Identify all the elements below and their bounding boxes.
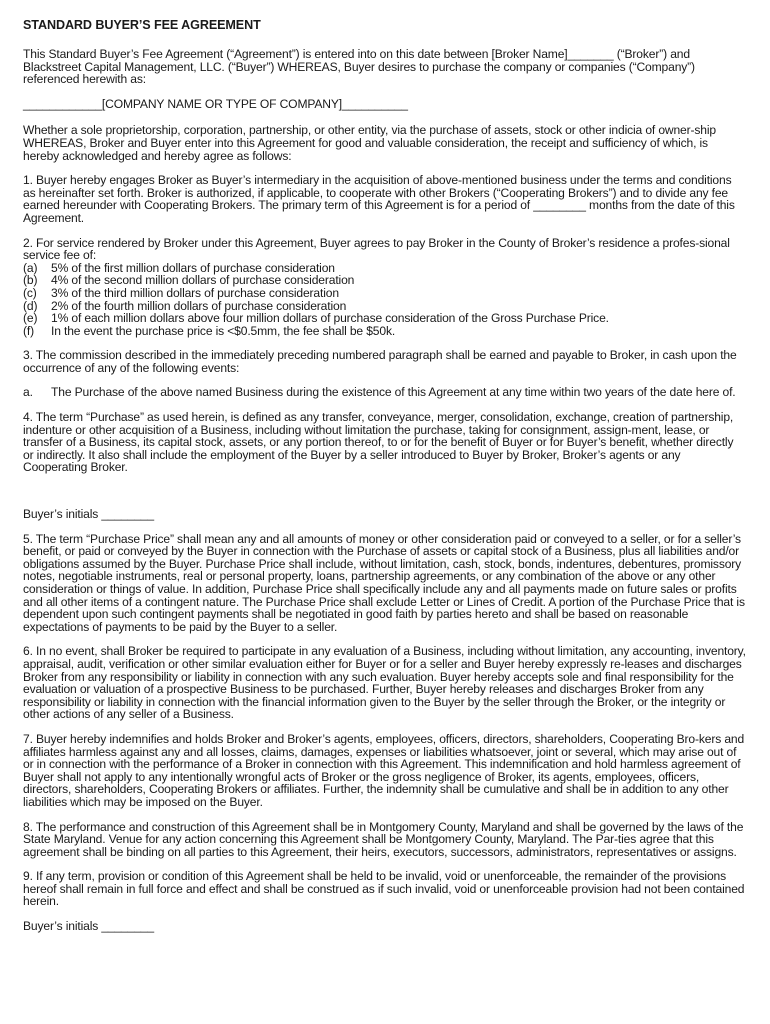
document-title: STANDARD BUYER’S FEE AGREEMENT xyxy=(23,18,261,32)
fee-item-mark: (b) xyxy=(23,273,38,288)
company-name-blank: ____________[COMPANY NAME OR TYPE OF COMPANY]__________ xyxy=(23,96,408,111)
fee-schedule-item xyxy=(23,287,747,300)
fee-item-text: 1% of each million dollars above four million dollars of purchase consideration of the Gross Purchase Price. xyxy=(51,311,609,326)
fee-schedule-list xyxy=(23,262,747,338)
section-5-paragraph: 5. The term “Purchase Price” shall mean any and all amounts of money or other consideration paid or conveyed to a seller, or for a seller’s benefit, or paid or conveyed by the Buyer in connection with the Purchase of assets or capital stock of a Business, plus all liabilities and/or obligations assumed by the Buyer. Purchase Price shall include, without limitation, cash, stock, bonds, indentures, debentures, promissory notes, negotiable instruments, real or personal property, loans, partnership agreements, or any combination of the above or any other consideration or things of value. In addition, Purchase Price shall specifically include any and all payments made on future sales or profits and all other items of a contingent nature. The Purchase Price shall exclude Letter or Lines of Credit. A portion of the Purchase Price that is dependent upon such contingent payments shall be negotiated in good faith by parties hereto and shall be based on reasonable expectations of payments to be paid by the Buyer to a seller. xyxy=(23,531,745,634)
section-3a-text: The Purchase of the above named Business during the existence of this Agreement at any time within two years of the date here of. xyxy=(51,385,736,400)
fee-item-mark: (a) xyxy=(23,260,38,275)
fee-item-text: 2% of the fourth million dollars of purchase consideration xyxy=(51,298,347,313)
fee-item-mark: (f) xyxy=(23,323,34,338)
fee-item-mark: (e) xyxy=(23,311,38,326)
section-3-paragraph: 3. The commission described in the immediately preceding numbered paragraph shall be earned and payable to Broker, in cash upon the occurrence of any of the following events: xyxy=(23,348,737,375)
fee-schedule xyxy=(23,262,747,338)
fee-schedule-item xyxy=(23,312,747,325)
whereas-paragraph: Whether a sole proprietorship, corporation, partnership, or other entity, via the purchase of assets, stock or other indicia of owner-ship WHEREAS, Broker and Buyer enter into this Agreement for good and valuable consideration, the receipt and sufficiency of which, is hereby acknowledged and hereby agree as follows: xyxy=(23,123,716,163)
fee-item-text: 3% of the third million dollars of purchase consideration xyxy=(51,285,339,300)
fee-item-text: 4% of the second million dollars of purchase consideration xyxy=(51,273,355,288)
section-7-paragraph: 7. Buyer hereby indemnifies and holds Broker and Broker’s agents, employees, officers, directors, shareholders, Cooperating Bro-kers and affiliates harmless against any and all losses, claims, damages, expenses or liabilities whatsoever, joint or several, which may arise out of or in connection with the performance of a Broker in connection with this Agreement. This indemnification and hold harmless agreement of Buyer shall not apply to any intentionally wrongful acts of Broker or the gross negligence of Broker, its agents, employees, officers, directors, shareholders, Cooperating Brokers or affiliates. Further, the indemnity shall be cumulative and shall be in addition to any other liabilities which may be imposed on the Buyer. xyxy=(23,731,745,809)
fee-schedule-item xyxy=(23,325,747,338)
section-1-paragraph: 1. Buyer hereby engages Broker as Buyer’s intermediary in the acquisition of above-mentioned business under the terms and conditions as hereinafter set forth. Broker is authorized, if applicable, to cooperate with other Brokers (“Cooperating Brokers”) and to divide any fee earned hereunder with Cooperating Brokers. The primary term of this Agreement is for a period of ________ months from the date of this Agreement. xyxy=(23,173,735,225)
section-3a-paragraph xyxy=(23,386,747,399)
intro-paragraph: This Standard Buyer’s Fee Agreement (“Agreement”) is entered into on this date between [Broker Name]_______ (“Broker”) and Blackstreet Capital Management, LLC. (“Buyer”) WHEREAS, Buyer desires to purchase the company or companies (“Company”) referenced herewith as: xyxy=(23,47,695,87)
section-2-paragraph: 2. For service rendered by Broker under this Agreement, Buyer agrees to pay Broker in the County of Broker’s residence a profes-sional service fee of: xyxy=(23,235,730,263)
fee-item-mark: (d) xyxy=(23,298,38,313)
fee-item-text: 5% of the first million dollars of purchase consideration xyxy=(51,260,335,275)
section-4-paragraph: 4. The term “Purchase” as used herein, is defined as any transfer, conveyance, merger, consolidation, exchange, creation of partnership, indenture or other acquisition of a Business, including without limitation the purchase, taking for consignment, assign-ment, lease, or transfer of a Business, its capital stock, assets, or any portion thereof, to or for the benefit of Buyer or for Buyer’s benefit, whether directly or indirectly. It also shall include the employment of the Buyer by a seller introduced to Buyer by Broker, Broker’s agents or any Cooperating Broker. xyxy=(23,410,734,475)
fee-item-mark: (c) xyxy=(23,285,37,300)
section-3a-mark: a. xyxy=(23,385,33,400)
section-8-paragraph: 8. The performance and construction of this Agreement shall be in Montgomery County, Maryland and shall be governed by the laws of the State Maryland. Venue for any action concerning this Agreement shall be Montgomery County, Maryland. The Par-ties agree that this agreement shall be binding on all parties to this Agreement, their heirs, executors, successors, administrators, representatives or assigns. xyxy=(23,819,744,859)
buyer-initials-line: Buyer’s initials ________ xyxy=(23,507,154,522)
fee-item-text: In the event the purchase price is <$0.5mm, the fee shall be $50k. xyxy=(51,323,396,338)
section-9-paragraph: 9. If any term, provision or condition of this Agreement shall be held to be invalid, void or unenforceable, the remainder of the provisions hereof shall remain in full force and effect and shall be construed as if such invalid, void or unenforceable provision had not been contained herein. xyxy=(23,869,745,909)
buyer-initials-line: Buyer’s initials ________ xyxy=(23,919,154,934)
section-6-paragraph: 6. In no event, shall Broker be required to participate in any evaluation of a Business, including without limitation, any accounting, inventory, appraisal, audit, verification or other similar evaluation either for Buyer or for a seller and Buyer hereby expressly re-leases and discharges Broker from any responsibility or liability in connection with any such evaluation. Buyer hereby accepts sole and final responsibility for the evaluation or valuation of a prospective Business to be purchased. Further, Buyer hereby releases and discharges Broker from any responsibility or liability in connection with the financial information given to the Buyer by the seller through the Broker, or the integrity or other actions of any seller of a Business. xyxy=(23,644,746,722)
